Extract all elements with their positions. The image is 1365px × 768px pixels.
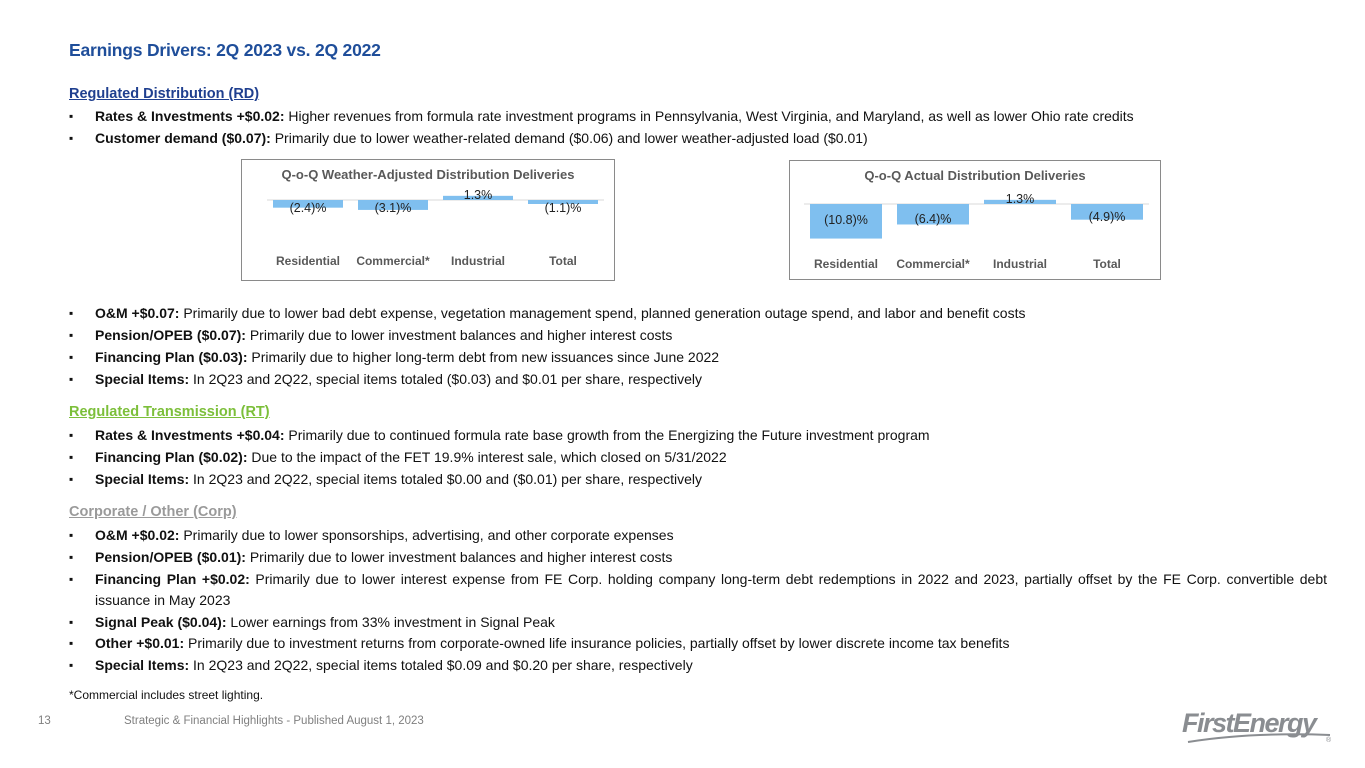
bullet-marker: ▪	[69, 658, 74, 672]
category-label: Total	[1093, 257, 1121, 271]
list-item	[69, 633, 1327, 654]
list-item	[69, 303, 1327, 324]
chart-title: Q-o-Q Actual Distribution Deliveries	[864, 168, 1086, 183]
actual-deliveries-chart	[789, 160, 1161, 280]
bullet-text: Primarily due to lower investment balances and higher interest costs	[245, 327, 673, 343]
weather-adjusted-deliveries-chart	[241, 159, 615, 281]
bullet-marker: ▪	[69, 428, 74, 442]
bullet-text: Primarily due to investment returns from corporate-owned life insurance policies, partially offset by lower discrete income tax benefits	[184, 635, 1010, 651]
category-label: Residential	[275, 254, 341, 268]
list-item	[69, 425, 1327, 446]
bullet-marker: ▪	[69, 372, 74, 386]
bullet-label: Other +$0.01:	[95, 635, 185, 651]
firstenergy-logo	[1180, 702, 1335, 748]
list-item	[69, 469, 1327, 490]
bullet-text: Due to the impact of the FET 19.9% interest sale, which closed on 5/31/2022	[247, 449, 727, 465]
logo-registered-mark: ®	[1326, 737, 1332, 744]
data-label: (6.4)%	[914, 212, 952, 227]
logo-wordmark: FirstEnergy	[1182, 708, 1316, 738]
bullet-marker: ▪	[69, 472, 74, 486]
bullet-marker: ▪	[69, 450, 74, 464]
bullet-text: Lower earnings from 33% investment in Signal Peak	[226, 614, 555, 630]
chart-plot	[242, 160, 614, 280]
category-label: Industrial	[450, 254, 506, 268]
bullet-text: Primarily due to lower investment balances and higher interest costs	[245, 549, 673, 565]
bullet-label: O&M +$0.07:	[95, 305, 180, 321]
bullet-label: O&M +$0.02:	[95, 527, 180, 543]
category-label: Total	[549, 254, 577, 268]
bullet-label: Pension/OPEB ($0.07):	[95, 327, 246, 343]
bullet-marker: ▪	[69, 131, 74, 145]
bullet-text: Primarily due to higher long-term debt from new issuances since June 2022	[247, 349, 720, 365]
bullet-label: Financing Plan +$0.02:	[95, 571, 250, 587]
footer-text: Strategic & Financial Highlights - Published August 1, 2023	[124, 715, 424, 727]
bullet-marker: ▪	[69, 306, 74, 320]
bullet-text: Primarily due to lower interest expense from FE Corp. holding company long-term debt redemptions in 2022 and 2023, partially offset by the FE Corp. convertible debt issuance in May 2023	[95, 571, 1328, 608]
bullet-label: Financing Plan ($0.03):	[95, 349, 248, 365]
bullet-text: In 2Q23 and 2Q22, special items totaled ($0.03) and $0.01 per share, respectively	[189, 371, 703, 387]
list-item	[69, 325, 1327, 346]
list-item	[69, 447, 1327, 468]
section-heading-regulated-distribution: Regulated Distribution (RD)	[69, 86, 260, 102]
list-item	[69, 128, 1327, 149]
data-label: 1.3%	[463, 188, 493, 202]
bullet-marker: ▪	[69, 615, 74, 629]
bullet-label: Special Items:	[95, 657, 190, 673]
data-label: (4.9)%	[1088, 209, 1126, 224]
category-label: Commercial*	[896, 257, 970, 271]
data-label: (2.4)%	[289, 201, 327, 215]
list-item	[69, 655, 1327, 676]
list-item	[69, 569, 1327, 611]
chart-title: Q-o-Q Weather-Adjusted Distribution Deliveries	[281, 167, 575, 182]
bullet-marker: ▪	[69, 550, 74, 564]
section-heading-corporate-other: Corporate / Other (Corp)	[69, 504, 237, 520]
bullet-text: Higher revenues from formula rate investment programs in Pennsylvania, West Virginia, and Maryland, as well as lower Ohio rate credits	[284, 108, 1134, 124]
data-label: (3.1)%	[374, 201, 412, 215]
bullet-marker: ▪	[69, 528, 74, 542]
bullet-text: Primarily due to lower sponsorships, advertising, and other corporate expenses	[179, 527, 674, 543]
bullet-text: In 2Q23 and 2Q22, special items totaled $0.00 and ($0.01) per share, respectively	[189, 471, 703, 487]
data-label: (1.1)%	[544, 201, 582, 215]
category-label: Industrial	[992, 257, 1048, 271]
list-item	[69, 106, 1327, 127]
chart-plot	[790, 161, 1160, 279]
section-heading-regulated-transmission: Regulated Transmission (RT)	[69, 404, 270, 420]
bullet-marker: ▪	[69, 109, 74, 123]
bullet-text: Primarily due to lower weather-related demand ($0.06) and lower weather-adjusted load ($0.01)	[270, 130, 868, 146]
data-label: 1.3%	[1005, 192, 1035, 206]
bullet-label: Rates & Investments +$0.04:	[95, 427, 285, 443]
bullet-text: In 2Q23 and 2Q22, special items totaled $0.09 and $0.20 per share, respectively	[189, 657, 693, 673]
bullet-label: Signal Peak ($0.04):	[95, 614, 227, 630]
bullet-marker: ▪	[69, 350, 74, 364]
list-item	[69, 369, 1327, 390]
bullet-marker: ▪	[69, 636, 74, 650]
bullet-marker: ▪	[69, 328, 74, 342]
bullet-label: Pension/OPEB ($0.01):	[95, 549, 246, 565]
bullet-text: Primarily due to lower bad debt expense, vegetation management spend, planned generation outage spend, and labor and benefit costs	[179, 305, 1026, 321]
list-item	[69, 547, 1327, 568]
list-item	[69, 525, 1327, 546]
bullet-text: Primarily due to continued formula rate base growth from the Energizing the Future investment program	[284, 427, 930, 443]
category-label: Residential	[813, 257, 879, 271]
bullet-label: Special Items:	[95, 371, 190, 387]
bullet-label: Rates & Investments +$0.02:	[95, 108, 285, 124]
bullet-label: Customer demand ($0.07):	[95, 130, 271, 146]
page-number: 13	[38, 715, 51, 727]
page-title: Earnings Drivers: 2Q 2023 vs. 2Q 2022	[69, 40, 381, 60]
bullet-label: Special Items:	[95, 471, 190, 487]
data-label: (10.8)%	[824, 213, 868, 227]
list-item	[69, 347, 1327, 368]
footnote: *Commercial includes street lighting.	[69, 688, 264, 702]
bullet-marker: ▪	[69, 572, 74, 586]
category-label: Commercial*	[356, 254, 430, 268]
list-item	[69, 612, 1327, 633]
bullet-label: Financing Plan ($0.02):	[95, 449, 248, 465]
